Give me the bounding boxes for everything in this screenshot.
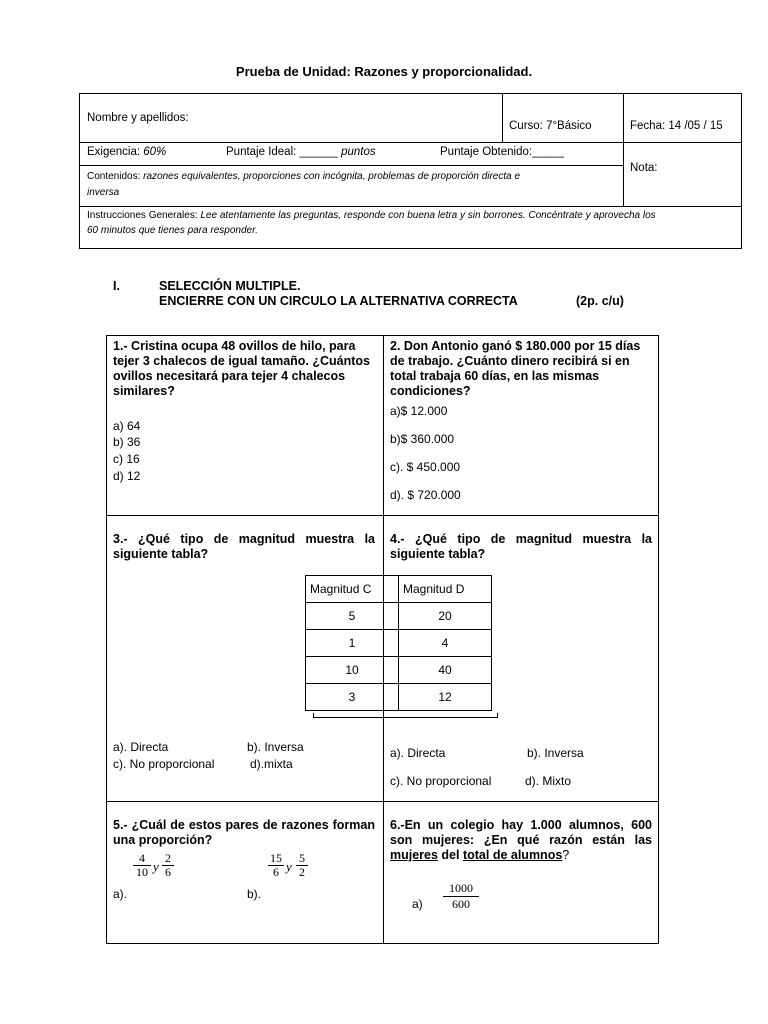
magnitude-table [305, 575, 492, 711]
question-6-text: 6.-En un colegio hay 1.000 alumnos, 600 son mujeres: ¿En qué razón están las mujeres del total de alumnos? [390, 818, 652, 862]
table-cell: 3 [306, 684, 399, 711]
table-cell: 20 [399, 603, 492, 630]
question-3-option-a[interactable]: a). Directa [113, 740, 169, 754]
question-6-option-a[interactable]: a) [412, 897, 423, 911]
question-4-option-c[interactable]: c). No proporcional [390, 774, 492, 788]
instrucciones-field: Instrucciones Generales: Lee atentamente las preguntas, responde con buena letra y sin borrones. Concéntrate y aprovecha los [87, 210, 656, 221]
question-2-option-c[interactable]: c). $ 450.000 [390, 460, 461, 474]
section-number: I. [113, 279, 120, 293]
question-3-option-d[interactable]: d).mixta [250, 757, 293, 771]
table-row [306, 630, 492, 657]
table-cell: 10 [306, 657, 399, 684]
nota-field: Nota: [630, 162, 658, 174]
question-1-option-c[interactable]: c) 16 [113, 452, 140, 466]
exigencia-field: Exigencia: 60% [87, 146, 167, 158]
table-row [306, 657, 492, 684]
question-4-option-a[interactable]: a). Directa [390, 746, 446, 760]
fecha-field: Fecha: 14 /05 / 15 [630, 120, 723, 132]
question-2-option-b[interactable]: b)$ 360.000 [390, 432, 455, 446]
fraction-b-y: y [286, 859, 292, 874]
question-5-option-b[interactable]: b). [247, 887, 262, 901]
question-1-option-b[interactable]: b) 36 [113, 435, 141, 449]
contenidos-field: Contenidos: razones equivalentes, proporciones con incógnita, problemas de proporción directa e [87, 171, 521, 182]
question-5-option-a[interactable]: a). [113, 887, 128, 901]
nombre-label: Nombre y apellidos: [87, 112, 189, 124]
curso-field: Curso: 7°Básico [509, 120, 592, 132]
question-4-option-b[interactable]: b). Inversa [527, 746, 584, 760]
fraction-a-2: $\frac{2}{6}$ [162, 852, 174, 879]
table-cell: 1 [306, 630, 399, 657]
fraction-a-1: $\frac{4}{10}$ [133, 852, 151, 879]
section-title: SELECCIÓN MULTIPLE. [159, 279, 301, 293]
table-cell: 4 [399, 630, 492, 657]
fraction-a-y: y [153, 859, 159, 874]
page-title: Prueba de Unidad: Razones y proporcionalidad. [235, 64, 533, 79]
question-4-option-d[interactable]: d). Mixto [525, 774, 572, 788]
section-instruction: ENCIERRE CON UN CIRCULO LA ALTERNATIVA CORRECTA [159, 294, 518, 308]
contenidos-field-line2: inversa [87, 187, 120, 198]
fraction-b-1: $\frac{15}{6}$ [270, 851, 282, 879]
question-2-text: 2. Don Antonio ganó $ 180.000 por 15 días de trabajo. ¿Cuánto dinero recibirá si en total trabaja 60 días, en las mismas condiciones? [390, 339, 641, 398]
fraction-q6-a: $\frac{1000}{600}$ [443, 881, 479, 912]
question-3-option-b[interactable]: b). Inversa [247, 740, 304, 754]
table-shadow [313, 713, 498, 718]
question-5-text: 5.- ¿Cuál de estos pares de razones forman una proporción? [113, 818, 375, 847]
table-row [306, 603, 492, 630]
question-1-option-d[interactable]: d) 12 [113, 469, 141, 483]
puntaje-ideal-field: Puntaje Ideal: ______ puntos [226, 146, 376, 158]
section-points: (2p. c/u) [576, 294, 624, 308]
question-2-option-d[interactable]: d). $ 720.000 [390, 488, 461, 502]
instrucciones-field-line2: 60 minutos que tienes para responder. [87, 225, 258, 236]
question-3-option-c[interactable]: c). No proporcional [113, 757, 215, 771]
table-cell: 5 [306, 603, 399, 630]
table-header-cell: Magnitud C [306, 576, 399, 603]
question-4-text: 4.- ¿Qué tipo de magnitud muestra la siguiente tabla? [390, 532, 652, 561]
fraction-b-2: $\frac{5}{2}$ [296, 852, 308, 879]
table-cell: 40 [399, 657, 492, 684]
question-1-option-a[interactable]: a) 64 [113, 419, 141, 433]
table-cell: 12 [399, 684, 492, 711]
table-row [306, 684, 492, 711]
question-3-text: 3.- ¿Qué tipo de magnitud muestra la siguiente tabla? [113, 532, 375, 561]
question-1-text: 1.- Cristina ocupa 48 ovillos de hilo, para tejer 3 chalecos de igual tamaño. ¿Cuántos ovillos necesitará para tejer 4 chalecos similares? [113, 339, 371, 398]
question-2-option-a[interactable]: a)$ 12.000 [390, 404, 448, 418]
table-header-cell: Magnitud D [399, 576, 492, 603]
header-info-table [79, 93, 742, 249]
table-header-row [306, 576, 492, 603]
puntaje-obtenido-field: Puntaje Obtenido:_____ [440, 146, 565, 158]
